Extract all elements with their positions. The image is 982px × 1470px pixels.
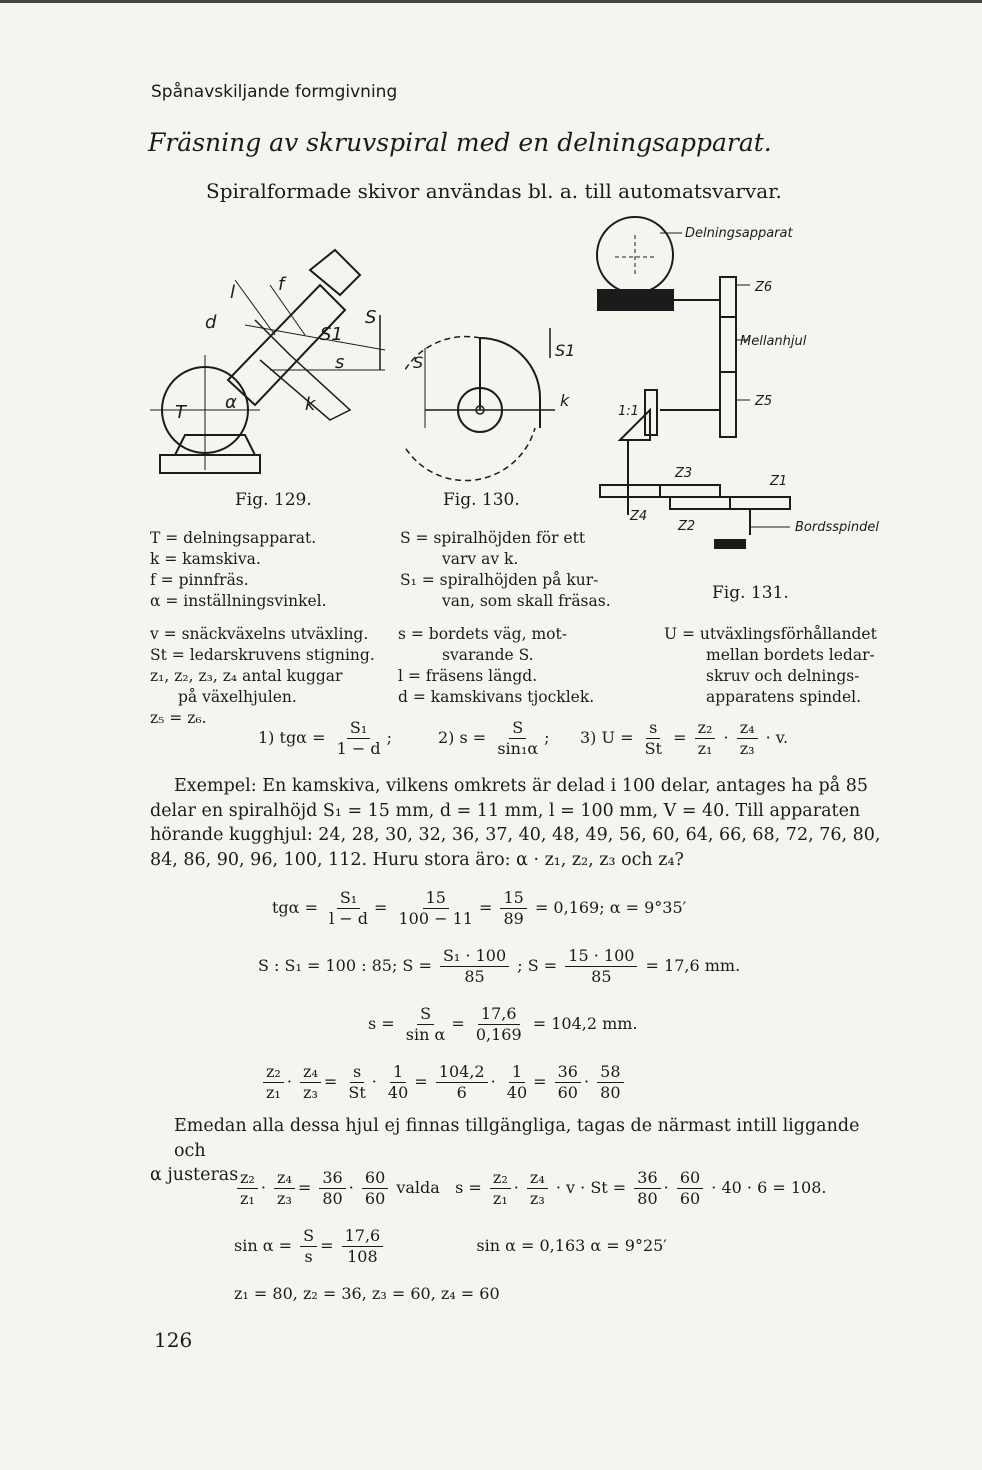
example-paragraph: Exempel: En kamskiva, vilkens omkrets är delad i 100 delar, antages ha på 85 delar en spiralhöjd S₁ = 15 mm, d = 11 mm, l = 100 mm, V = 40. Till apparaten hörande kugghjul: 24, 28, 30, 32, 36, 37, 40, 48, 49, 56, 60, 64, 66, 68, 72, 76, 80, 84, 86, 90, 96, 100, 112. Huru stora äro: α · z₁, z₂, z₃ och z₄? (150, 776, 881, 870)
fig-131-caption: Fig. 131. (712, 583, 789, 603)
legend-fig129: T = delningsapparat. k = kamskiva. f = pinnfräs. α = inställningsvinkel. (150, 529, 327, 610)
fig131-label-z4: Z4 (630, 509, 648, 524)
fig131-label-z2: Z2 (678, 519, 696, 534)
legend-column-1: v = snäckväxelns utväxling. St = ledarskruvens stigning. z₁, z₂, z₃, z₄ antal kuggar på växelhjulen. z₅ = z₆. (150, 625, 375, 727)
fig130-label-S: S (413, 353, 424, 372)
fig129-label-alpha: α (225, 392, 237, 413)
legend-fig130: S = spiralhöjden för ett varv av k. S₁ = spiralhöjden på kur- van, som skall fräsas. (400, 529, 611, 610)
fig-131-drawing (590, 215, 910, 555)
fig129-label-d: d (205, 312, 217, 333)
emedan-paragraph: Emedan alla dessa hjul ej finnas tillgängliga, tagas de närmast intill liggande och α justeras (150, 1116, 860, 1185)
fig-130-drawing (405, 318, 585, 488)
fig131-label-z1: Z1 (770, 474, 788, 489)
subtitle: Spiralformade skivor användas bl. a. till automatsvarvar. (206, 179, 782, 203)
fig129-label-f: f (278, 274, 285, 295)
calc-2: S : S₁ = 100 : 85; S = $\frac{\text{S₁ · 100}}{85}$ ; S = $\frac{15 \cdot 100}{85}$ = 17,6 mm. (258, 946, 741, 986)
legend-column-2: s = bordets väg, mot- svarande S. l = fräsens längd. d = kamskivans tjocklek. (398, 625, 595, 706)
final-row-3: z₁ = 80, z₂ = 36, z₃ = 60, z₄ = 60 (234, 1284, 500, 1303)
calc-4: $\frac{\text{z₂}}{\text{z₁}}$ · $\frac{\text{z₄}}{\text{z₃}}$ = $\frac{s}{St}$ · $\frac{1}{40}$ = $\frac{104,2}{6}$ · $\frac{1}{40}$ = $\frac{36}{60}$ · $\frac{58}{80}$ (260, 1062, 627, 1103)
calc-1: tgα = $\frac{\text{S₁}}{l - d}$ = $\frac{15}{100 - 11}$ = $\frac{15}{89}$ = 0,169; α = 9°35′ (272, 888, 687, 928)
fig131-label-z6: Z6 (755, 280, 773, 295)
legend-column-3: U = utväxlingsförhållandet mellan bordets ledar- skruv och delnings- apparatens spindel. (664, 625, 877, 706)
final-row-1: $\frac{\text{z₂}}{\text{z₁}}$ · $\frac{\text{z₄}}{\text{z₃}}$ = $\frac{36}{80}$ · $\frac{60}{60}$ valda s = $\frac{\text{z₂}}{\text{z₁}}$ · $\frac{\text{z₄}}{\text{z₃}}$ · v · St = $\frac{36}{80}$ · $\frac{60}{60}$ · 40 · 6 = 108. (234, 1168, 826, 1209)
page-number: 126 (154, 1328, 193, 1352)
fig131-label-spindle: Bordsspindel (795, 520, 879, 535)
fig129-label-k: k (305, 394, 316, 415)
fig-129-caption: Fig. 129. (235, 490, 312, 510)
calc-3: s = $\frac{S}{\text{sin α}}$ = $\frac{17,6}{0,169}$ = 104,2 mm. (368, 1004, 638, 1044)
fig129-label-l: l (230, 282, 236, 303)
top-edge-line (0, 0, 982, 3)
fig131-label-apparatus: Delningsapparat (685, 226, 793, 241)
fig130-label-k: k (560, 391, 570, 410)
formula-3: 3) U = $\frac{s}{St}$ = $\frac{\text{z₂}}{\text{z₁}}$ · $\frac{\text{z₄}}{\text{z₃}}$ · v. (580, 718, 789, 758)
formula-2: 2) s = $\frac{S}{\text{sin₁α}}$ ; (438, 718, 550, 758)
running-header: Spånavskiljande formgivning (151, 82, 398, 102)
fig131-label-ratio: 1:1 (618, 404, 639, 419)
fig-130-caption: Fig. 130. (443, 490, 520, 510)
final-row-2: sin α = $\frac{S}{s}$ = $\frac{17,6}{108}$ sin α = 0,163 α = 9°25′ (234, 1226, 667, 1266)
formula-1: 1) tgα = $\frac{\text{S₁}}{1 - d}$ ; (258, 718, 392, 758)
fig-129-drawing (150, 240, 400, 480)
section-title: Fräsning av skruvspiral med en delningsapparat. (148, 128, 772, 157)
fig129-label-T: T (175, 402, 186, 423)
fig129-label-S1: S1 (320, 324, 343, 345)
fig129-label-s: s (335, 352, 345, 373)
fig129-label-S: S (365, 307, 377, 328)
fig131-label-z3: Z3 (675, 466, 693, 481)
fig130-label-S1: S1 (555, 341, 576, 360)
fig131-label-mellanhjul: Mellanhjul (740, 334, 807, 349)
fig131-label-z5: Z5 (755, 394, 773, 409)
